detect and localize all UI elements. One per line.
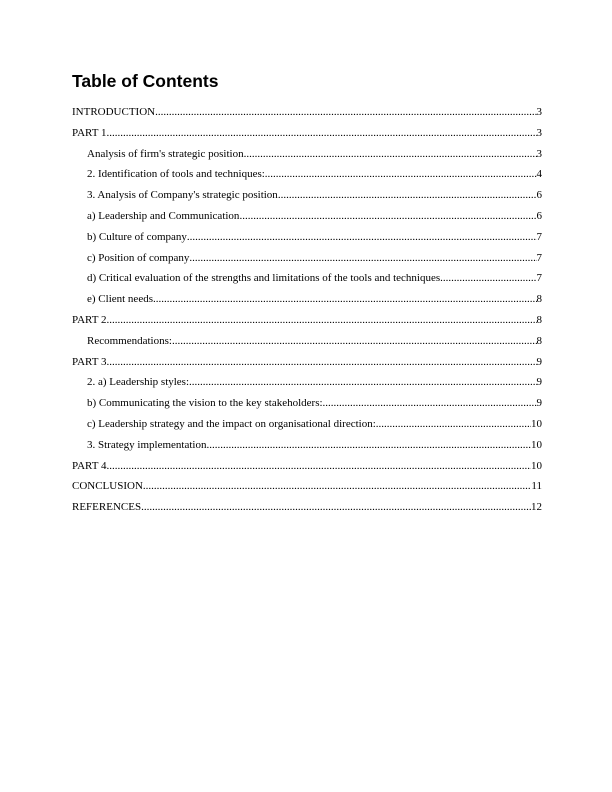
toc-page-number: 3 <box>536 106 542 118</box>
toc-dot-leader <box>143 476 532 497</box>
toc-entry-label: c) Position of company <box>87 251 190 264</box>
toc-dot-leader <box>244 144 537 165</box>
toc-entry-leadership-strategy[interactable] <box>72 414 542 435</box>
toc-dot-leader <box>141 497 531 518</box>
toc-entry-culture-of-company[interactable] <box>72 227 542 248</box>
toc-entry-label: 3. Analysis of Company's strategic position <box>87 189 278 202</box>
toc-page-number: 9 <box>536 355 542 368</box>
toc-entry-critical-evaluation[interactable] <box>72 268 542 289</box>
toc-entry-label: 2. a) Leadership styles: <box>87 376 190 389</box>
toc-entry-label: CONCLUSION <box>72 480 143 493</box>
toc-entry-label: 3. Strategy implementation <box>87 438 207 451</box>
toc-page-number: 6 <box>536 209 542 222</box>
toc-entry-label: REFERENCES <box>72 501 142 514</box>
toc-dot-leader <box>107 310 537 331</box>
toc-entry-part-3[interactable] <box>72 352 542 373</box>
toc-entry-leadership-styles[interactable] <box>72 372 542 393</box>
toc-dot-leader <box>278 185 537 206</box>
toc-entry-strategy-implementation[interactable] <box>72 435 542 456</box>
toc-entry-label: Analysis of firm's strategic position <box>87 147 244 160</box>
toc-entry-label: Recommendations: <box>87 334 172 347</box>
toc-page-number: 3 <box>536 147 542 160</box>
toc-entry-position-of-company[interactable] <box>72 248 542 269</box>
toc-entry-company-strategic-position[interactable] <box>72 185 542 206</box>
toc-dot-leader <box>440 268 536 289</box>
toc-page-number: 8 <box>536 334 542 347</box>
toc-page-number: 10 <box>531 417 542 430</box>
toc-entry-client-needs[interactable] <box>72 289 542 310</box>
toc-entry-label: d) Critical evaluation of the strengths and limitations of the tools and techniques <box>87 272 441 285</box>
toc-dot-leader <box>189 248 536 269</box>
toc-entry-label: 2. Identification of tools and techniques: <box>87 168 265 181</box>
toc-dot-leader <box>189 372 536 393</box>
toc-dot-leader <box>107 456 532 477</box>
toc-entry-label: c) Leadership strategy and the impact on organisational direction: <box>87 417 376 430</box>
toc-entry-analysis-strategic-position[interactable] <box>72 144 542 165</box>
toc-page-number: 11 <box>531 480 542 493</box>
toc-page-number: 8 <box>536 313 542 326</box>
toc-entry-label: PART 1 <box>72 126 107 139</box>
toc-dot-leader <box>187 227 537 248</box>
toc-dot-leader <box>265 164 537 185</box>
toc-entry-part-4[interactable] <box>72 456 542 477</box>
toc-list <box>72 102 542 518</box>
toc-entry-label: PART 3 <box>72 355 107 368</box>
toc-page-number: 4 <box>536 168 542 181</box>
toc-dot-leader <box>239 206 536 227</box>
toc-page-number: 12 <box>531 501 542 514</box>
toc-page-number: 10 <box>531 438 542 451</box>
toc-page-number: 9 <box>536 397 542 410</box>
toc-entry-identification-tools[interactable] <box>72 164 542 185</box>
toc-page-number: 7 <box>536 272 542 285</box>
toc-entry-communicating-vision[interactable] <box>72 393 542 414</box>
toc-page-number: 6 <box>536 189 542 202</box>
toc-page-number: 8 <box>536 293 542 306</box>
toc-page-number: 7 <box>536 251 542 264</box>
toc-page-number: 7 <box>536 230 542 243</box>
toc-dot-leader <box>206 435 531 456</box>
toc-dot-leader <box>323 393 537 414</box>
toc-entry-label: e) Client needs <box>87 293 153 306</box>
toc-entry-introduction[interactable] <box>72 102 542 123</box>
toc-dot-leader <box>107 123 537 144</box>
toc-dot-leader <box>107 352 537 373</box>
toc-title: Table of Contents <box>72 71 219 91</box>
toc-page-number: 3 <box>536 126 542 139</box>
toc-entry-label: b) Culture of company <box>87 230 187 243</box>
toc-entry-recommendations[interactable] <box>72 331 542 352</box>
toc-entry-label: a) Leadership and Communication <box>87 209 240 222</box>
toc-entry-part-2[interactable] <box>72 310 542 331</box>
toc-page-number: 10 <box>531 459 542 472</box>
toc-dot-leader <box>172 331 537 352</box>
toc-page-number: 9 <box>536 376 542 389</box>
toc-dot-leader <box>153 289 537 310</box>
toc-entry-label: INTRODUCTION <box>72 106 156 118</box>
toc-dot-leader <box>376 414 531 435</box>
toc-entry-label: PART 2 <box>72 313 107 326</box>
toc-dot-leader <box>155 102 536 123</box>
toc-entry-conclusion[interactable] <box>72 476 542 497</box>
toc-entry-label: b) Communicating the vision to the key stakeholders: <box>87 397 323 410</box>
toc-entry-part-1[interactable] <box>72 123 542 144</box>
toc-entry-label: PART 4 <box>72 459 107 472</box>
toc-entry-references[interactable] <box>72 497 542 518</box>
toc-entry-leadership-communication[interactable] <box>72 206 542 227</box>
